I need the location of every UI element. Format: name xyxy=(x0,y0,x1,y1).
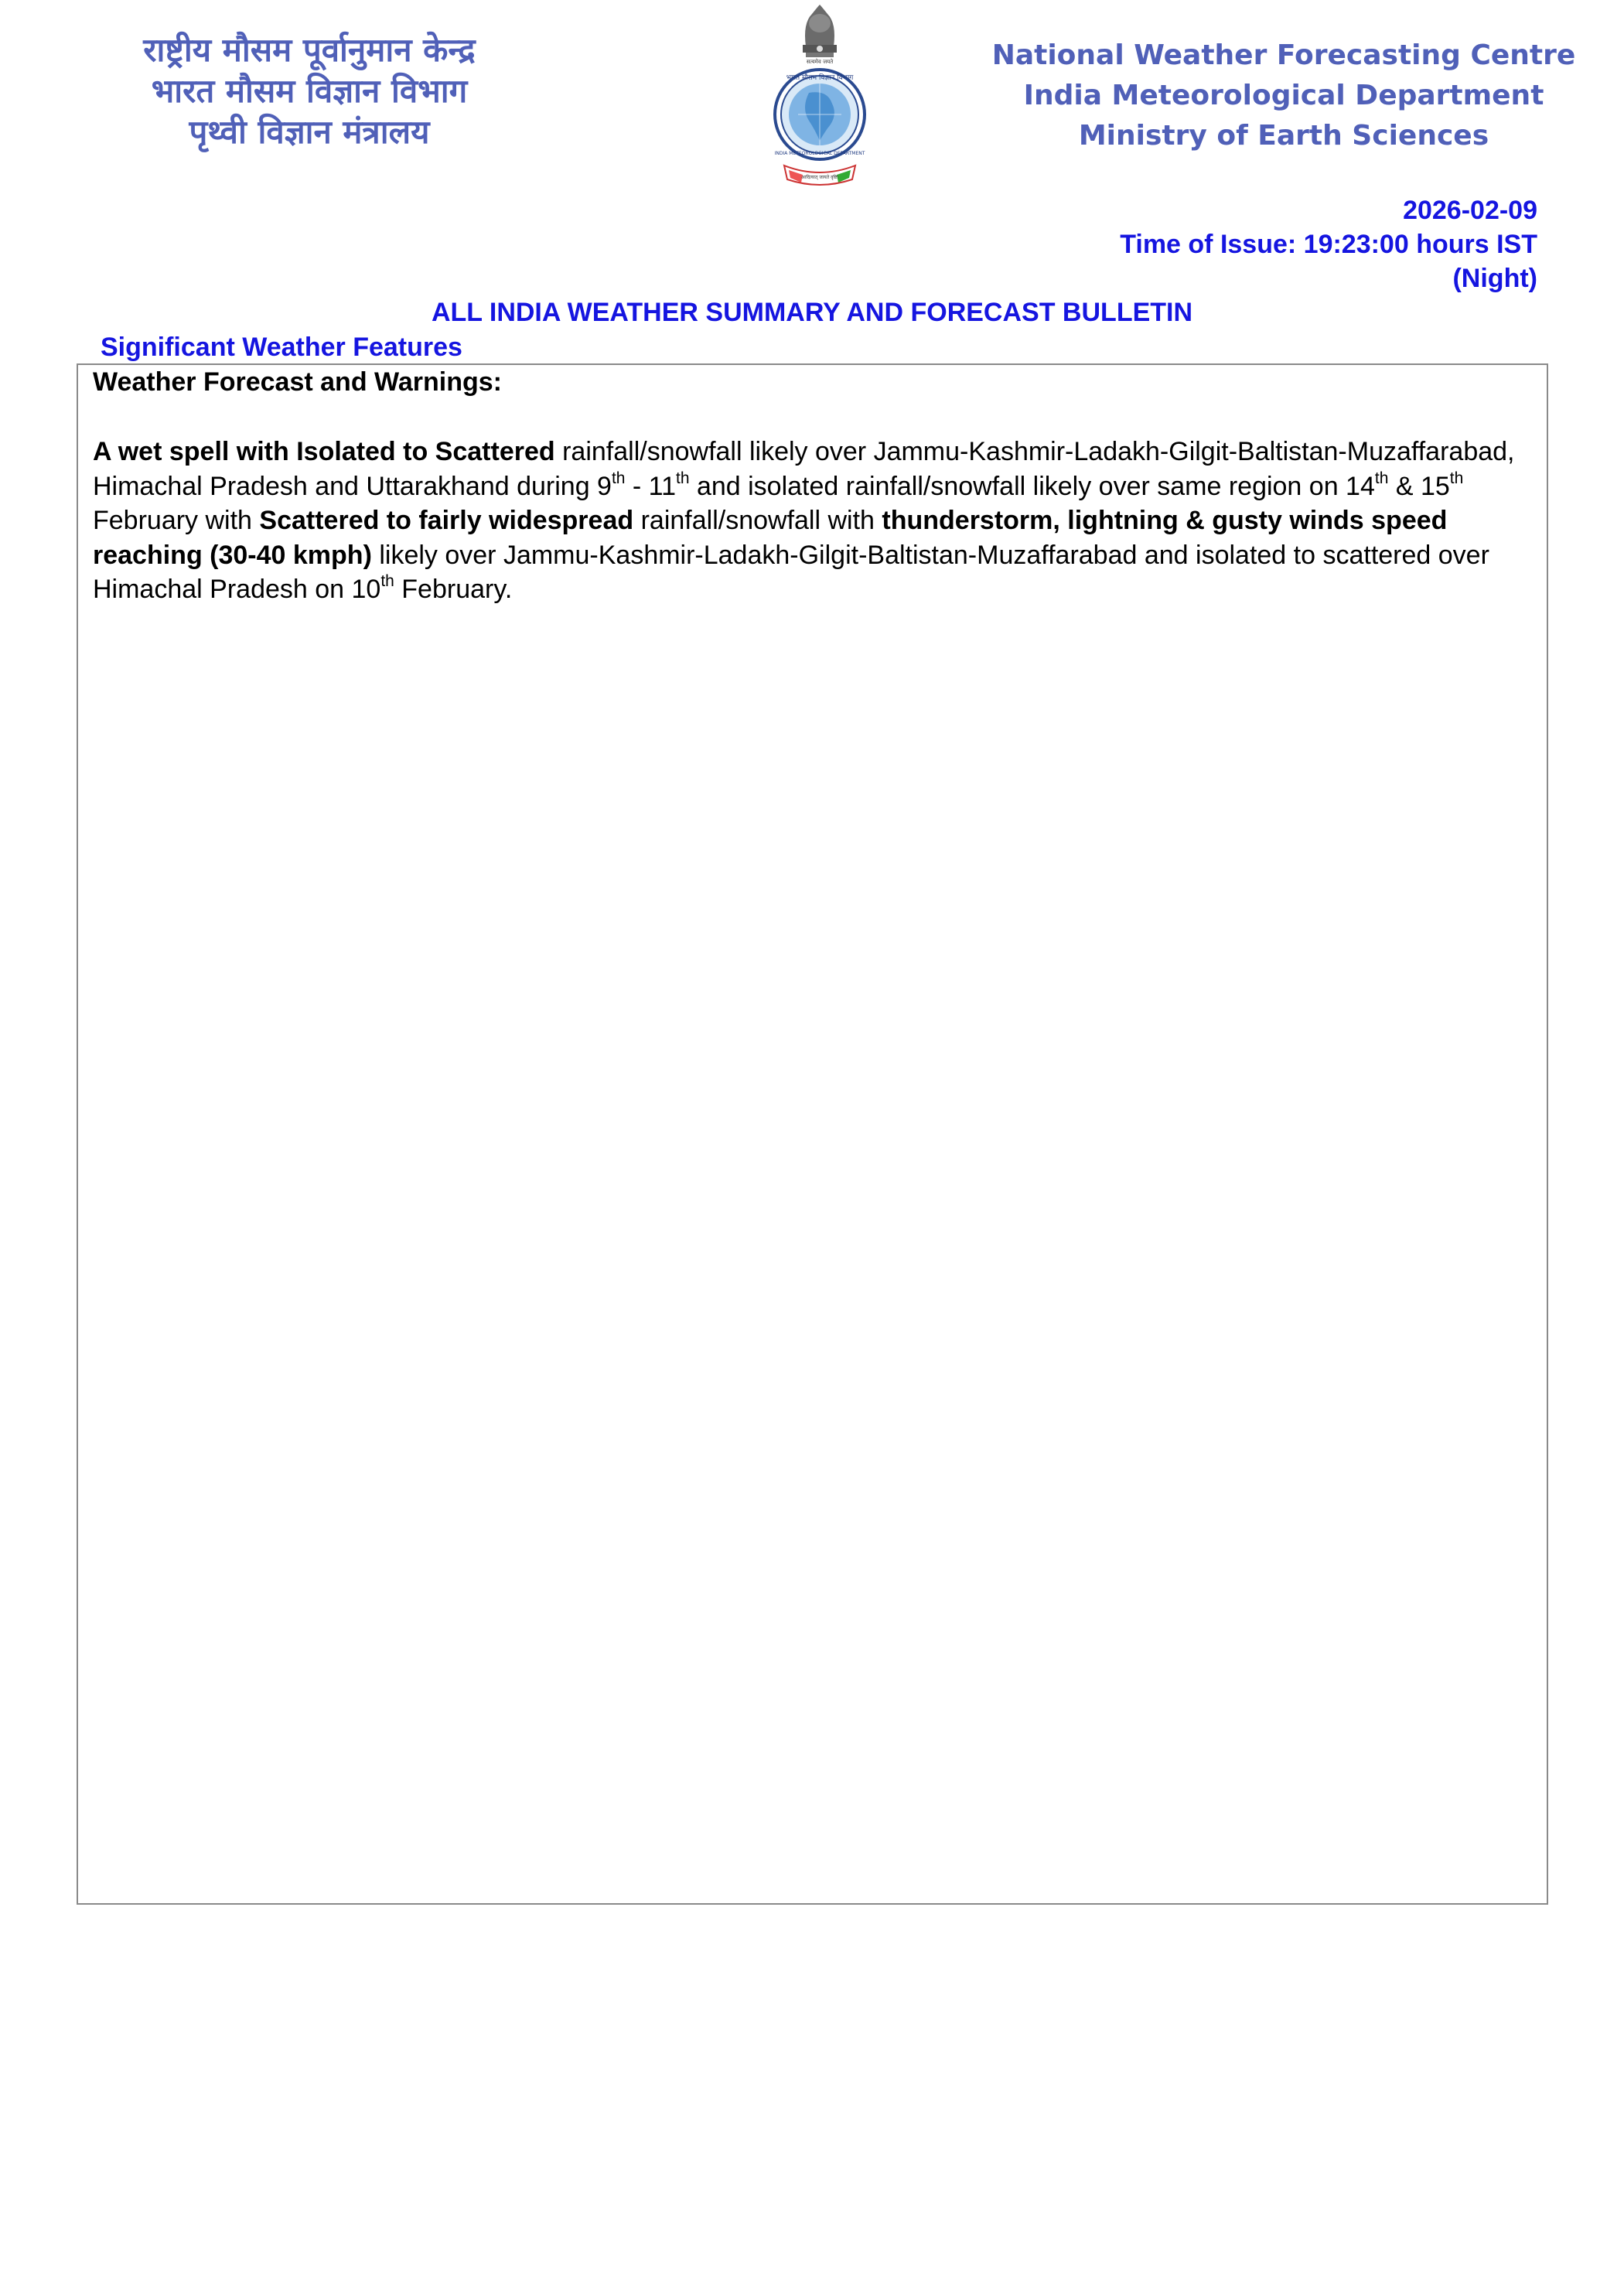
ordinal-suffix: th xyxy=(675,469,690,487)
english-department-header xyxy=(990,36,1578,156)
ordinal-suffix: th xyxy=(380,572,394,590)
issue-info xyxy=(1120,193,1537,295)
imd-emblem-logo xyxy=(758,0,882,189)
forecast-text-8: rainfall/snowfall with xyxy=(633,506,882,535)
forecast-text-5: & 15 xyxy=(1388,471,1450,501)
forecast-heading: Weather Forecast and Warnings: xyxy=(93,367,502,397)
issue-period: (Night) xyxy=(1452,264,1537,293)
ordinal-suffix: th xyxy=(1449,469,1464,487)
forecast-box xyxy=(77,363,1548,1905)
forecast-text-4: and isolated rainfall/snowfall likely over same region on 14 xyxy=(689,471,1375,501)
forecast-text-10: likely over Jammu-Kashmir-Ladakh-Gilgit-Baltistan-Muzaffarabad and isolated to scattered over Himachal Pradesh on 10 xyxy=(93,540,1489,604)
svg-text:INDIA METEOROLOGICAL DEPARTMEN: INDIA METEOROLOGICAL DEPARTMENT xyxy=(774,151,865,156)
hindi-line-1: राष्ट्रीय मौसम पूर्वानुमान केन्द्र xyxy=(143,31,476,69)
forecast-paragraph xyxy=(93,435,1535,607)
ordinal-suffix: th xyxy=(1374,469,1389,487)
forecast-text-3: - 11 xyxy=(625,471,676,501)
hindi-department-header xyxy=(93,29,526,152)
english-line-3: Ministry of Earth Sciences xyxy=(1078,120,1489,152)
ordinal-suffix: th xyxy=(611,469,626,487)
english-line-1: National Weather Forecasting Centre xyxy=(991,39,1576,71)
imd-globe-icon xyxy=(775,70,865,159)
section-title: Significant Weather Features xyxy=(101,333,462,362)
motto-banner-icon xyxy=(784,165,855,185)
forecast-text-11: February. xyxy=(394,575,513,604)
issue-date: 2026-02-09 xyxy=(1403,196,1537,225)
forecast-text-2: rainfall/snowfall likely over Jammu-Kashmir-Ladakh-Gilgit-Baltistan-Muzaffarabad, Himachal Pradesh and Uttarakhand during 9 xyxy=(93,437,1515,501)
forecast-text-6: February with xyxy=(93,506,260,535)
forecast-bold-1: A wet spell with Isolated to Scattered xyxy=(93,437,555,466)
svg-text:भारत मौसम विज्ञान विभाग: भारत मौसम विज्ञान विभाग xyxy=(786,74,854,82)
forecast-bold-7: Scattered to fairly widespread xyxy=(259,506,634,535)
bulletin-title: ALL INDIA WEATHER SUMMARY AND FORECAST BULLETIN xyxy=(431,298,1193,327)
ashoka-emblem-icon xyxy=(803,5,837,65)
svg-text:आदित्यात् जायते वृष्टिः: आदित्यात् जायते वृष्टिः xyxy=(801,175,838,180)
svg-text:सत्यमेव जयते: सत्यमेव जयते xyxy=(806,59,834,65)
hindi-line-3: पृथ्वी विज्ञान मंत्रालय xyxy=(189,113,430,151)
forecast-bold-9: thunderstorm, lightning & gusty winds speed reaching (30-40 kmph) xyxy=(93,506,1448,570)
issue-time: Time of Issue: 19:23:00 hours IST xyxy=(1120,230,1537,259)
hindi-line-2: भारत मौसम विज्ञान विभाग xyxy=(151,72,468,110)
english-line-2: India Meteorological Department xyxy=(1023,80,1544,111)
